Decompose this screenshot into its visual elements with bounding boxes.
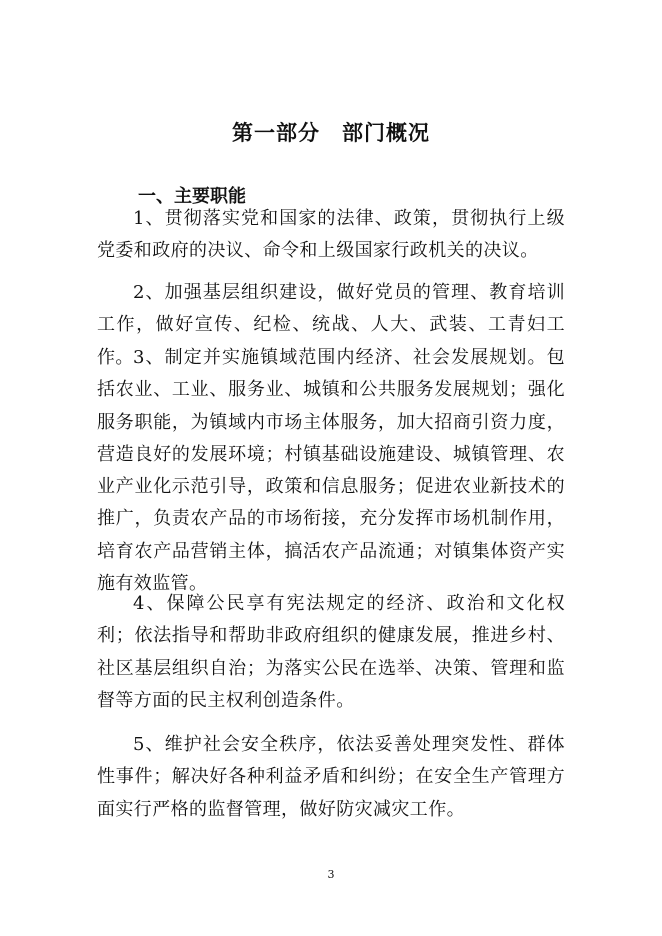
- page-number: 3: [327, 868, 335, 881]
- paragraph-4: 4、保障公民享有宪法规定的经济、政治和文化权利；依法指导和帮助非政府组织的健康发展，推进乡村、社区基层组织自治；为落实公民在选举、决策、管理和监督等方面的民主权利创造条件。: [97, 593, 565, 711]
- paragraph-3: 3、制定并实施镇域范围内经济、社会发展规划。包括农业、工业、服务业、城镇和公共服务发展规划；强化服务职能，为镇域内市场主体服务，加大招商引资力度，营造良好的发展环境；村镇基础设施建设、城镇管理、农业产业化示范引导，政策和信息服务；促进农业新技术的推广，负责农产品的市场衔接，充分发挥市场机制作用，培育农产品营销主体，搞活农产品流通；对镇集体资产实施有效监管。: [97, 347, 565, 595]
- page-title: 第一部分 部门概况: [232, 121, 430, 145]
- paragraph-2: 2、加强基层组织建设，做好党员的管理、教育培训工作，做好宣传、纪检、统战、人大、武装、工青妇工作。: [97, 282, 565, 368]
- paragraph-1: 1、贯彻落实党和国家的法律、政策，贯彻执行上级党委和政府的决议、命令和上级国家行政机关的决议。: [97, 208, 565, 262]
- section-heading: 一、主要职能: [138, 186, 246, 207]
- paragraph-5: 5、维护社会安全秩序，依法妥善处理突发性、群体性事件；解决好各种利益矛盾和纠纷；在安全生产管理方面实行严格的监督管理，做好防灾减灾工作。: [97, 734, 565, 820]
